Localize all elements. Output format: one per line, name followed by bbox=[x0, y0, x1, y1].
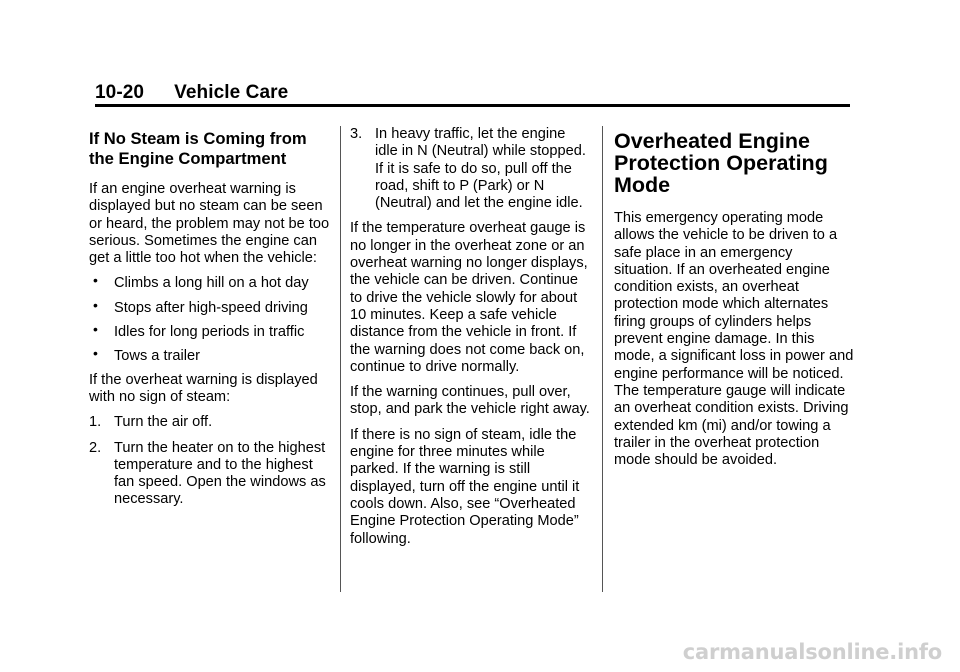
steps-list-continued bbox=[350, 126, 590, 212]
no-steam-heading: If No Steam is Coming from the Engine Compartment bbox=[89, 129, 307, 168]
protection-mode-paragraph: This emergency operating mode allows the vehicle to be driven to a safe place in an emergency situation. If an overheated engine condition exists, an overheat protection mode which alternates firing groups of cylinders helps prevent engine damage. In this mode, a significant loss in power and engine performance will be noticed. The temperature gauge will indicate an overheat condition exists. Driving extended km (mi) and/or towing a trailer in the overheat protection mode should be avoided. bbox=[614, 210, 854, 469]
column-divider-1 bbox=[340, 126, 341, 592]
bullet-icon: • bbox=[93, 272, 98, 289]
paragraph: If the warning continues, pull over, stop, and park the vehicle right away. bbox=[350, 384, 590, 418]
header-rule bbox=[95, 104, 850, 107]
list-item: • Stops after high-speed driving bbox=[93, 296, 308, 316]
step-item: 1. Turn the air off. bbox=[89, 414, 213, 431]
bullet-icon: • bbox=[93, 296, 98, 313]
column-2 bbox=[350, 126, 590, 556]
paragraph: If there is no sign of steam, idle the engine for three minutes while parked. If the warning is still displayed, turn off the engine until it cools down. Also, see “Overheated Engine Protection Operating Mode” following. bbox=[350, 426, 580, 547]
conditions-list bbox=[89, 272, 335, 365]
column-divider-2 bbox=[602, 126, 603, 592]
page-number: 10-20 bbox=[95, 82, 145, 103]
protection-mode-heading: Overheated Engine Protection Operating Mode bbox=[614, 129, 828, 197]
steps-list bbox=[89, 414, 335, 508]
watermark: carmanualsonline.info bbox=[682, 640, 942, 664]
column-3 bbox=[614, 126, 854, 477]
warning-paragraph: If the overheat warning is displayed with no sign of steam: bbox=[89, 371, 318, 405]
no-steam-intro: If an engine overheat warning is displayed but no steam can be seen or heard, the problem may not be too serious. Sometimes the engine can get a little too hot when the vehicle: bbox=[89, 181, 330, 267]
list-item: • Idles for long periods in traffic bbox=[93, 321, 305, 341]
page-header bbox=[95, 82, 288, 104]
step-item: 2. Turn the heater on to the highest temperature and to the highest fan speed. Open the windows as necessary. bbox=[89, 439, 326, 508]
section-title: Vehicle Care bbox=[174, 82, 289, 103]
bullet-icon: • bbox=[93, 321, 98, 338]
paragraph: If the temperature overheat gauge is no longer in the overheat zone or an overheat warning no longer displays, the vehicle can be driven. Continue to drive the vehicle slowly for about 10 minutes. Keep a safe vehicle distance from the vehicle in front. If the warning does not come back on, continue to drive normally. bbox=[350, 220, 588, 375]
column-1 bbox=[89, 126, 335, 517]
list-item: • Tows a trailer bbox=[93, 345, 200, 365]
step-item: 3. In heavy traffic, let the engine idle in N (Neutral) while stopped. If it is safe to do so, pull off the road, shift to P (Park) or N (Neutral) and let the engine idle. bbox=[350, 126, 586, 212]
bullet-icon: • bbox=[93, 345, 98, 362]
list-item: • Climbs a long hill on a hot day bbox=[93, 272, 309, 292]
